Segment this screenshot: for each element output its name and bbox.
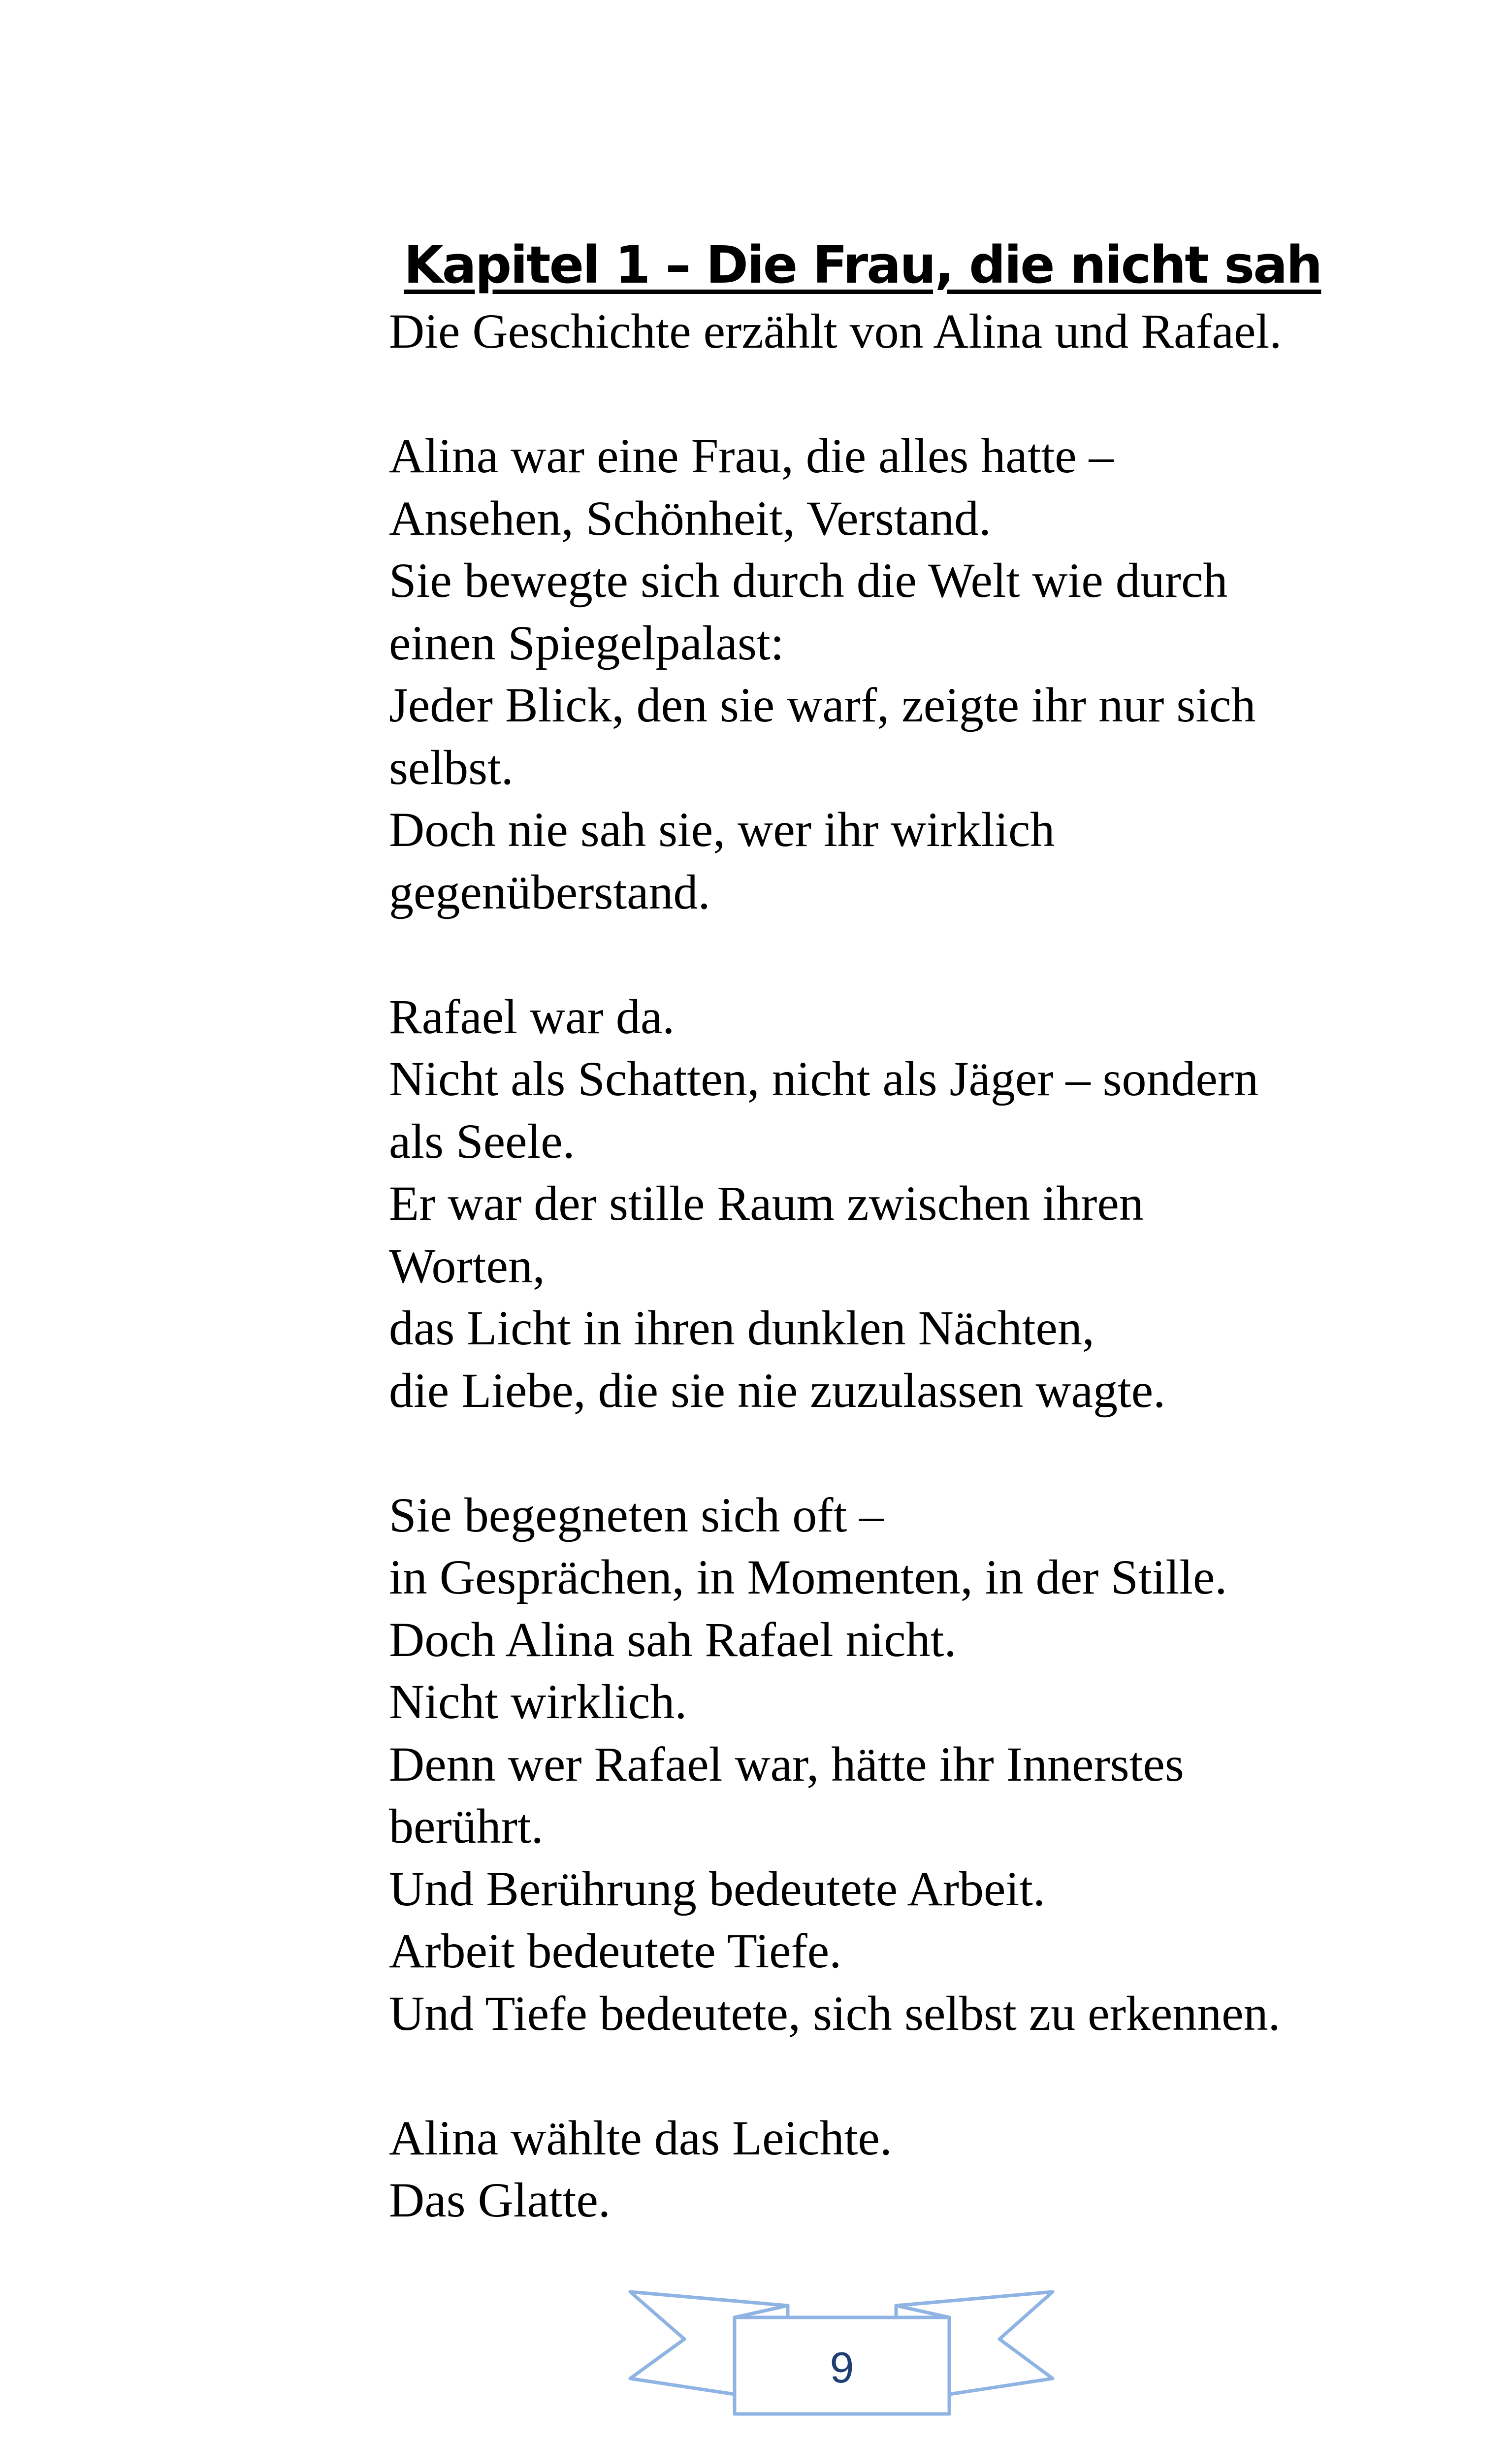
text-line: Rafael war da. xyxy=(389,989,675,1044)
text-line: Arbeit bedeutete Tiefe. xyxy=(389,1923,842,1978)
text-line: Die Geschichte erzählt von Alina und Rafael. xyxy=(389,304,1282,358)
text-line: Worten, xyxy=(389,1238,545,1293)
text-line: als Seele. xyxy=(389,1113,575,1169)
text-line: Denn wer Rafael war, hätte ihr Innerstes xyxy=(389,1736,1184,1792)
text-line: Und Berührung bedeutete Arbeit. xyxy=(389,1861,1045,1916)
chapter-title: Kapitel 1 – Die Frau, die nicht sah xyxy=(404,235,1321,295)
text-line: Sie begegneten sich oft – xyxy=(389,1487,884,1542)
chapter-body xyxy=(389,300,1398,2232)
text-line: Ansehen, Schönheit, Verstand. xyxy=(389,490,991,546)
text-line: Und Tiefe bedeutete, sich selbst zu erkennen. xyxy=(389,1986,1281,2041)
text-line: Alina wählte das Leichte. xyxy=(389,2110,892,2165)
text-line: Doch Alina sah Rafael nicht. xyxy=(389,1612,957,1667)
blank-line xyxy=(389,363,1398,425)
text-line: selbst. xyxy=(389,740,514,795)
text-line: Nicht als Schatten, nicht als Jäger – sondern xyxy=(389,1051,1259,1106)
blank-line xyxy=(389,2045,1398,2107)
page-number: 9 xyxy=(830,2343,854,2392)
text-line: die Liebe, die sie nie zuzulassen wagte. xyxy=(389,1363,1166,1418)
text-line: Nicht wirklich. xyxy=(389,1674,687,1729)
text-line: Das Glatte. xyxy=(389,2173,611,2227)
text-line: Jeder Blick, den sie warf, zeigte ihr nur sich xyxy=(389,678,1256,732)
page-number-ribbon xyxy=(625,2290,1059,2418)
text-line: in Gesprächen, in Momenten, in der Stille. xyxy=(389,1550,1227,1604)
text-line: berührt. xyxy=(389,1799,544,1854)
text-line: einen Spiegelpalast: xyxy=(389,615,784,670)
text-line: das Licht in ihren dunklen Nächten, xyxy=(389,1301,1094,1355)
blank-line xyxy=(389,1422,1398,1484)
text-line: gegenüberstand. xyxy=(389,864,710,919)
text-line: Sie bewegte sich durch die Welt wie durch xyxy=(389,553,1228,608)
text-line: Er war der stille Raum zwischen ihren xyxy=(389,1176,1144,1231)
blank-line xyxy=(389,923,1398,986)
text-line: Alina war eine Frau, die alles hatte – xyxy=(389,428,1114,483)
text-line: Doch nie sah sie, wer ihr wirklich xyxy=(389,802,1055,857)
